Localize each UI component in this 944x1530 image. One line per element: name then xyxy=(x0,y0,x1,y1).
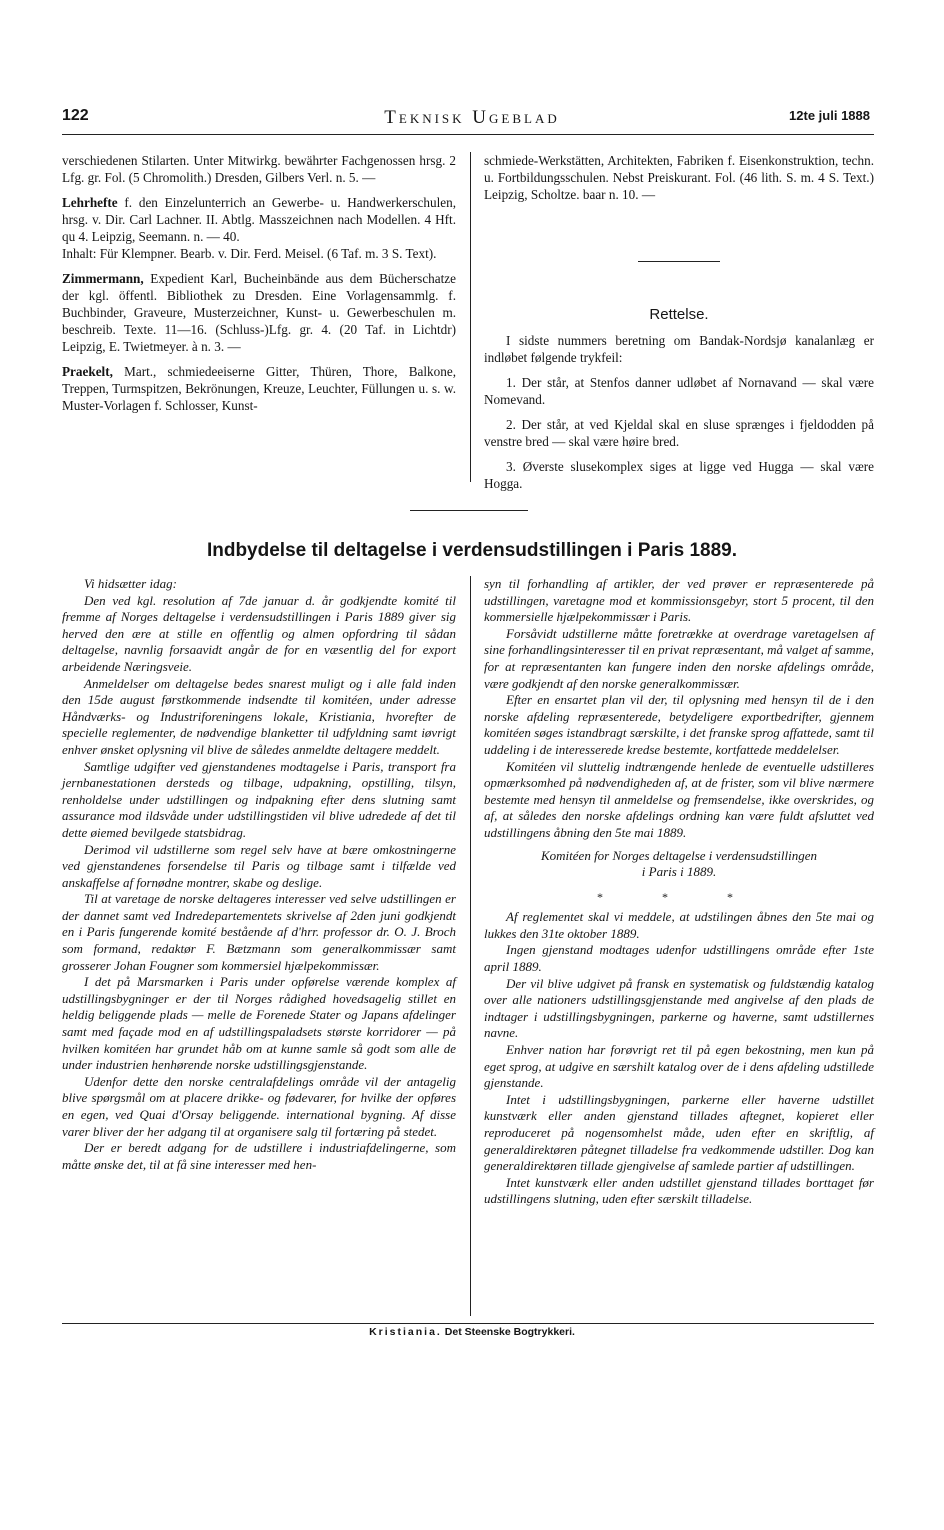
article-paragraph: Til at varetage de norske deltageres interesser ved selve udstillingen er der dannet samt ved Indredepartementets skrivelse af 2den juni godkjendt en i Paris fungerende komité bestående af d'hrr. professor dr. O. J. Broch som formand, redaktør F. Bætzmann som generalkommissær samt grosserer Johan Fougner som kommersiel hjælpekommissær. xyxy=(62,891,456,973)
listing-author: Lehrhefte xyxy=(62,195,118,210)
page-header xyxy=(0,107,944,133)
rettelse-heading: Rettelse. xyxy=(649,306,709,323)
journal-title: Teknisk Ugeblad xyxy=(384,107,560,128)
article-paragraph: Anmeldelser om deltagelse bedes snarest muligt og i alle fald inden den 15de august førstkommende indsendte til komitéen, under adresse Håndværks- og Industriforeningens lokale, Kristiania, hvorefter de specielle reglementer, de nødvendige blanketter til udfyldning samt iøvrigt enhver ønsket oplysning vil blive de således anmeldte deltagere meddelt. xyxy=(62,675,456,757)
listing-text: Expedient Karl, Bucheinbände aus dem Bücherschatze der kgl. öffentl. Bibliothek zu Dresden. Eine Vorlagensammlg. f. Buchbinder, Graveure, Musterzeichner, Kunst- u. Gewerbeschulen m. beschreib. Texte. 11—16. (Schluss-)Lfg. gr. 4. (20 Taf. in Lichtdr) Leipzig, E. Twietmeyer. à n. 3. — xyxy=(62,271,456,354)
article-paragraph: Den ved kgl. resolution af 7de januar d. år godkjendte komité til fremme af Norges deltagelse i verdensudstillingen i Paris 1889 giver sig herved den ære at stille en offentlig og almen opfordring til sådan deltagelse, navnlig forsaavidt angår de for en væsentlig del for export arbeidende Næringsveie. xyxy=(62,592,456,674)
article-title: Indbydelse til deltagelse i verdensudstillingen i Paris 1889. xyxy=(206,540,738,561)
article-paragraph: Udenfor dette den norske centralafdelings område vil der antagelig blive spørgsmål om at placere drikke- og fødevarer, for hvilke der opføres en egen, ved Quai d'Orsay beliggende. international bygning. Af disse varer bliver der her adgang til at organisere salg til fortæring på stedet. xyxy=(62,1073,456,1139)
printer-footer xyxy=(0,1326,944,1338)
article-paragraph: Vi hidsætter idag: xyxy=(84,576,177,591)
rettelse-item-3: 3. Øverste slusekomplex siges at ligge ved Hugga — skal være Hogga. xyxy=(484,459,874,491)
article-paragraph: Enhver nation har forøvrigt ret til på egen bekostning, men kun på eget sprog, at udgive en særshilt katalog over de i dens afdeling udstillede gjenstande. xyxy=(484,1042,874,1091)
column-divider-article xyxy=(470,576,471,1316)
article-separator xyxy=(410,510,528,511)
column-divider-top xyxy=(470,152,471,482)
book-list-left xyxy=(62,152,456,414)
listing-inhalt xyxy=(62,245,456,262)
article-paragraph: Samtlige udgifter ved gjenstandenes modtagelse i Paris, transport fra jernbanestationen dersteds og tilbage, udpakning, opstilling, tilsyn, renholdelse under udstillingen og indpakning efter dens slutning samt assurance mod ildsvåde under udstillingstiden vil blive udredede af det til dette øiemed bevilgede statsbidrag. xyxy=(62,758,456,840)
listing-author: Zimmermann, xyxy=(62,271,144,286)
footer-city: Kristiania. xyxy=(369,1326,442,1338)
article-paragraph: I det på Marsmarken i Paris under opførelse værende komplex af udstillingsbygninger er der til Norges rådighed hovedsagelig stillet en heldig beliggende plads — melle de Forenede Stater og Japans afdelinger samt med façade mod en af udstillingspaladsets største korridorer — på hvilken komitéen har grundet håb om at kunne samle så godt som alle de under industrien henhørende norske udstillingsgjenstande. xyxy=(62,974,456,1073)
listing-praekelt xyxy=(62,363,456,414)
rettelse-item-1: 1. Der står, at Stenfos danner udløbet af Nornavand — skal være Nomevand. xyxy=(484,375,874,407)
listing-text: f. den Einzelunterrich an Gewerbe- u. Handwerkerschulen, hrsg. v. Dir. Carl Lachner. II. Abtlg. Masszeichnen nach Modellen. 4 Hft. qu 4. Leipzig, Seemann. n. — 40. xyxy=(62,195,456,244)
listing-continuation: schmiede-Werkstätten, Architekten, Fabriken f. Eisenkonstruktion, techn. u. Fortbildungsschulen. Nebst Preiskurant. Fol. (46 lith. S. m. 4 S. Text.) Leipzig, Scholtze. baar n. 10. — xyxy=(484,153,874,202)
header-rule xyxy=(62,134,874,135)
article-left-column xyxy=(62,576,456,1173)
article-paragraph: Der er beredt adgang for de udstillere i industriafdelingerne, som måtte ønske det, til at få sine interesser med hen- xyxy=(62,1140,456,1172)
article-right-column xyxy=(484,576,874,1208)
page-number: 122 xyxy=(62,107,89,124)
listing-text: Für Klempner. Bearb. v. Dir. Ferd. Meisel. (6 Taf. m. 3 S. Text). xyxy=(96,246,437,261)
section-rule xyxy=(638,261,720,262)
footer-rule xyxy=(62,1323,874,1324)
rettelse-item-2: 2. Der står, at ved Kjeldal skal en sluse sprænges i fjeldodden på venstre bred — skal være høire bred. xyxy=(484,417,874,449)
article-paragraph: syn til forhandling af artikler, der ved prøver er repræsenterede på udstillingen, varetagne mod et kommissionsgebyr, stort 5 procent, til den kommersielle hjælpekommissær i Paris. xyxy=(484,576,874,625)
article-paragraph: Efter en ensartet plan vil der, til oplysning med hensyn til de i den norske afdeling repræsenterede, betydeligere exportbedrifter, gjennem komitéen søges istandbragt særskilte, i det franske sprog affattede, samt til uddeling i de interesserede kredse bestemte, kortfattede meddelelser. xyxy=(484,692,874,757)
listing-author: Praekelt, xyxy=(62,364,113,379)
listing-lehrhefte xyxy=(62,194,456,245)
article-paragraph: Intet i udstillingsbygningen, parkerne eller haverne udstillet kunstværk eller anden gjenstand tillades aftegnet, kopieret eller reproduceret på nogensomhelst måde, uden efter en skriftlig, af generaldirektøren påtegnet tilladelse fra vedkommende udstiller. Dog kan generaldirektøren tillade gjengivelse af samlede partier af udstillingen. xyxy=(484,1091,874,1174)
article-paragraph: Forsåvidt udstillerne måtte foretrække at overdrage varetagelsen af sine forhandlingsinteresser til en privat repræsentant, må valget af samme, for at repræsentanten kan fungere inden den norske afdelings område, være godkjendt af den norske generalkommissær. xyxy=(484,625,874,691)
article-paragraph: Intet kunstværk eller anden udstillet gjenstand tillades borttaget før udstillingens slutning, uden efter særskilt tilladelse. xyxy=(484,1174,874,1207)
article-paragraph: Af reglementet skal vi meddele, at udstilingen åbnes den 5te mai og lukkes den 31te oktober 1889. xyxy=(484,909,874,941)
article-paragraph: Der vil blive udgivet på fransk en systematisk og fuldstændig katalog over alle nationers udstillingsgjenstande med angivelse af den plads de indtager i udstillingsbygningen, parkerne og haverne, samt udstillernes navne. xyxy=(484,975,874,1041)
listing-author: Inhalt: xyxy=(62,246,97,261)
listing-continuation: verschiedenen Stilarten. Unter Mitwirkg. bewährter Fachgenossen hrsg. 2 Lfg. gr. Fol. (5 Chromolith.) Dresden, Gilbers Verl. n. 5. — xyxy=(62,153,456,185)
signature-line: i Paris i 1889. xyxy=(641,864,717,880)
rettelse-intro: I sidste nummers beretning om Bandak-Nordsjø kanalanlæg er indløbet følgende trykfeil: xyxy=(484,333,874,365)
listing-text: Mart., schmiedeeiserne Gitter, Thüren, Thore, Balkone, Treppen, Turmspitzen, Bekrönungen, Kreuze, Leuchter, Füllungen u. s. w. Muster-Vorlagen f. Schlosser, Kunst- xyxy=(62,364,456,413)
signature-line: Komitéen for Norges deltagelse i verdensudstillingen xyxy=(541,847,817,863)
rettelse-body xyxy=(484,332,874,492)
listing-zimmermann xyxy=(62,270,456,355)
footer-printer: Det Steenske Bogtrykkeri. xyxy=(444,1326,575,1338)
book-list-right xyxy=(484,152,874,203)
article-paragraph: Derimod vil udstillerne som regel selv have at bære omkostningerne ved gjenstandenes forsendelse til Paris og tilbage samt i tilfælde ved anskaffelse af fornødne montrer, skabe og deslige. xyxy=(62,841,456,890)
article-paragraph: Ingen gjenstand modtages udenfor udstillingens område efter 1ste april 1889. xyxy=(484,942,874,975)
article-paragraph: Komitéen vil sluttelig indtrængende henlede de eventuelle udstilleres opmærksomhed på nødvendigheden af, at de frister, som vil blive nærmere bestemte med hensyn til anmeldelse og fremsendelse, ikke overskrides, og af, at således den norske afdelings ordning kan være fuldt afsluttet ved udstillingens åbning den 5te mai 1889. xyxy=(484,758,874,840)
issue-date: 12te juli 1888 xyxy=(789,108,870,123)
section-stars: * * * xyxy=(597,889,761,904)
